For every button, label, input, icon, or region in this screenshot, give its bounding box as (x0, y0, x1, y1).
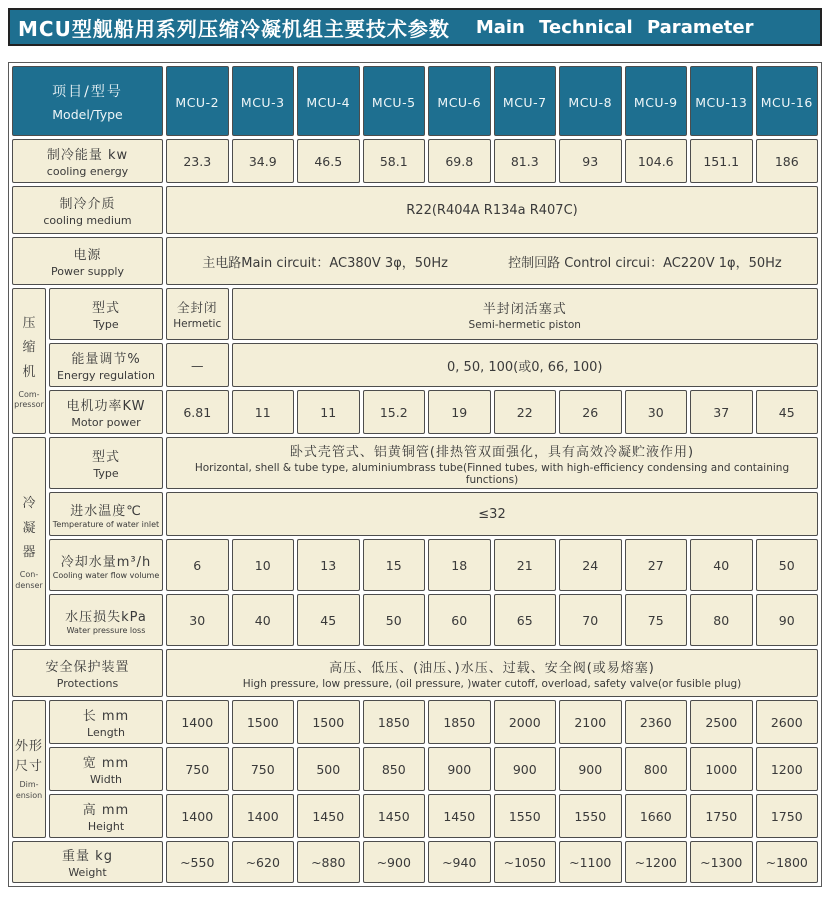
cell-condenser-type-value (166, 437, 818, 489)
cell-energy-regulation-rest: 0, 50, 100(或0, 66, 100) (232, 343, 819, 387)
cell-value: 11 (297, 390, 360, 434)
header-model (297, 66, 360, 136)
table-frame (8, 62, 822, 887)
row-label-zh: 宽 mm (82, 756, 130, 771)
row-label-en: Type (93, 467, 119, 480)
row-label-height (49, 794, 163, 838)
row-label-zh: 冷却水量m³/h (60, 554, 152, 570)
cell-value: 1500 (232, 700, 295, 744)
cell-value: ~1300 (690, 841, 753, 883)
row-label-zh: 水压损失kPa (65, 609, 147, 625)
cell-value: ~620 (232, 841, 295, 883)
model-name: MCU-16 (760, 94, 813, 110)
cell-value: 69.8 (428, 139, 491, 183)
cell-comp-type-hermetic (166, 288, 229, 340)
cell-value: 1450 (428, 794, 491, 838)
cell-value: 1850 (428, 700, 491, 744)
cell-value: 81.3 (494, 139, 557, 183)
row-label-water-pressure-loss (49, 594, 163, 646)
row-label-en: Energy regulation (57, 369, 155, 382)
group-en-bottom: denser (15, 580, 43, 590)
cell-value: 6.81 (166, 390, 229, 434)
cell-value: 24 (559, 539, 622, 591)
row-label-cooling-medium (12, 186, 163, 234)
cell-value: ~900 (363, 841, 426, 883)
row-label-zh: 型式 (91, 450, 120, 465)
group-en-bottom: ension (15, 790, 43, 800)
row-label-zh: 电源 (73, 248, 102, 263)
header-model (363, 66, 426, 136)
row-label-en: Cooling water flow volume (52, 570, 160, 580)
model-name: MCU-8 (568, 94, 613, 110)
cell-value: 104.6 (625, 139, 688, 183)
cell-value: 1200 (756, 747, 819, 791)
cell-value: 1750 (756, 794, 819, 838)
cell-value: 70 (559, 594, 622, 646)
row-water-pressure-loss (12, 594, 818, 646)
cell-value: 1400 (166, 794, 229, 838)
row-label-zh: 能量调节% (71, 352, 141, 367)
row-label-width (49, 747, 163, 791)
cell-value: 10 (232, 539, 295, 591)
cell-value: 15.2 (363, 390, 426, 434)
row-cooling-medium (12, 186, 818, 234)
cell-value: 34.9 (232, 139, 295, 183)
cell-value: ~1050 (494, 841, 557, 883)
row-label-en: Protections (56, 677, 119, 690)
cell-value: 1750 (690, 794, 753, 838)
cell-value: 75 (625, 594, 688, 646)
cell-value: 2100 (559, 700, 622, 744)
row-cooling-energy (12, 139, 818, 183)
row-label-en: Temperature of water inlet (52, 519, 160, 529)
row-label-compressor-type (49, 288, 163, 340)
row-label-weight (12, 841, 163, 883)
cell-value: 1550 (559, 794, 622, 838)
header-model (232, 66, 295, 136)
header-model (756, 66, 819, 136)
header-model (166, 66, 229, 136)
model-name: MCU-5 (371, 94, 416, 110)
model-name: MCU-7 (502, 94, 547, 110)
group-label-condenser (12, 437, 46, 646)
model-name: MCU-9 (633, 94, 678, 110)
cell-value: 750 (232, 747, 295, 791)
group-label-zh: 压缩机 (22, 315, 36, 380)
cell-value: 26 (559, 390, 622, 434)
cell-value: 900 (494, 747, 557, 791)
cell-value: 11 (232, 390, 295, 434)
row-label-motor-power (49, 390, 163, 434)
group-label-compressor (12, 288, 46, 434)
cell-value: 27 (625, 539, 688, 591)
group-label-en (13, 780, 45, 801)
row-label-zh: 长 mm (82, 709, 130, 724)
cell-energy-regulation-first: — (166, 343, 229, 387)
cell-power-supply-value (166, 237, 818, 285)
row-label-zh: 安全保护装置 (45, 660, 130, 675)
row-compressor-type (12, 288, 818, 340)
header-label-zh: 项目/型号 (52, 83, 123, 100)
row-label-cooling-energy (12, 139, 163, 183)
header-model (690, 66, 753, 136)
row-condenser-type (12, 437, 818, 489)
row-protections (12, 649, 818, 697)
group-label-dimension (12, 700, 46, 838)
title-bar (8, 8, 822, 46)
group-label-en (13, 570, 45, 591)
group-en-top: Con- (19, 570, 39, 580)
row-label-zh: 型式 (91, 301, 120, 316)
row-label-en: Height (87, 820, 125, 833)
cell-value: ~880 (297, 841, 360, 883)
row-label-en: Width (90, 773, 122, 786)
cell-value: 40 (232, 594, 295, 646)
model-name: MCU-4 (306, 94, 351, 110)
cell-value: 1550 (494, 794, 557, 838)
cell-value: 1450 (363, 794, 426, 838)
cell-value: 500 (297, 747, 360, 791)
cell-value: 30 (166, 594, 229, 646)
cell-value: 1000 (690, 747, 753, 791)
group-en-top: Com- (18, 389, 40, 399)
main-circuit-spec: 主电路Main circuit：AC380V 3φ，50Hz (202, 255, 448, 271)
row-width (12, 747, 818, 791)
row-power-supply (12, 237, 818, 285)
row-label-condenser-type (49, 437, 163, 489)
row-label-zh: 重量 kg (62, 849, 113, 864)
cell-value: 65 (494, 594, 557, 646)
cell-value: 1660 (625, 794, 688, 838)
cell-value: 2500 (690, 700, 753, 744)
row-height (12, 794, 818, 838)
model-name: MCU-3 (240, 94, 285, 110)
row-cooling-water-flow (12, 539, 818, 591)
cell-value: 46.5 (297, 139, 360, 183)
cell-value: 1450 (297, 794, 360, 838)
row-label-cooling-water-flow (49, 539, 163, 591)
condenser-type-zh: 卧式壳管式、铝黄铜管(排热管双面强化，具有高效冷凝贮液作用) (289, 444, 695, 460)
table-header-row (12, 66, 818, 136)
cell-value: 13 (297, 539, 360, 591)
row-label-en: Power supply (51, 265, 124, 278)
cell-value: 50 (756, 539, 819, 591)
row-label-water-inlet-temp (49, 492, 163, 536)
cell-value: 15 (363, 539, 426, 591)
cell-value: ~1800 (756, 841, 819, 883)
page-title-zh: MCU型舰船用系列压缩冷凝机组主要技术参数 (18, 16, 450, 41)
group-en-bottom: pressor (14, 400, 44, 410)
header-model (625, 66, 688, 136)
row-motor-power (12, 390, 818, 434)
cell-value: 1850 (363, 700, 426, 744)
cell-value: 22 (494, 390, 557, 434)
cell-water-inlet-temp-value: ≤32 (166, 492, 818, 536)
cell-value: 900 (559, 747, 622, 791)
cell-value: ~1200 (625, 841, 688, 883)
row-energy-regulation (12, 343, 818, 387)
row-label-power-supply (12, 237, 163, 285)
group-label-zh: 冷凝器 (22, 496, 36, 561)
protections-en: High pressure, low pressure, (oil pressure, )water cutoff, overload, safety valve(or fusible plug) (242, 677, 742, 690)
page-title-en: Main Technical Parameter (475, 16, 754, 38)
cell-value: 1500 (297, 700, 360, 744)
cell-value: 18 (428, 539, 491, 591)
cell-value: 23.3 (166, 139, 229, 183)
model-name: MCU-6 (437, 94, 482, 110)
cell-value: ~1100 (559, 841, 622, 883)
row-label-en: cooling energy (46, 165, 129, 178)
row-label-protections (12, 649, 163, 697)
cell-value: 90 (756, 594, 819, 646)
cell-value: 19 (428, 390, 491, 434)
cell-value: 1400 (232, 794, 295, 838)
cell-value: 800 (625, 747, 688, 791)
row-label-zh: 制冷介质 (59, 197, 116, 212)
group-label-en (13, 390, 45, 411)
group-label-zh: 外形尺寸 (14, 739, 43, 774)
cell-value: 40 (690, 539, 753, 591)
cell-value: 37 (690, 390, 753, 434)
cell-value: 80 (690, 594, 753, 646)
cell-cooling-medium-value: R22(R404A R134a R407C) (166, 186, 818, 234)
cell-value: 186 (756, 139, 819, 183)
cell-value: ~550 (166, 841, 229, 883)
row-label-en: Water pressure loss (66, 625, 146, 635)
row-label-length (49, 700, 163, 744)
hermetic-zh: 全封闭 (176, 300, 218, 315)
cell-value: 58.1 (363, 139, 426, 183)
cell-value: 850 (363, 747, 426, 791)
cell-value: 2000 (494, 700, 557, 744)
cell-value: 50 (363, 594, 426, 646)
row-length (12, 700, 818, 744)
header-label-en: Model/Type (52, 106, 123, 122)
cell-value: 900 (428, 747, 491, 791)
cell-protections-value (166, 649, 818, 697)
row-label-zh: 高 mm (82, 803, 130, 818)
model-name: MCU-2 (175, 94, 220, 110)
row-water-inlet-temp (12, 492, 818, 536)
cell-value: 2360 (625, 700, 688, 744)
cell-value: 60 (428, 594, 491, 646)
protections-zh: 高压、低压、(油压、)水压、过载、安全阀(或易熔塞) (329, 660, 655, 676)
group-en-top: Dim- (19, 780, 39, 790)
row-weight (12, 841, 818, 883)
row-label-en: Motor power (71, 416, 141, 429)
semi-hermetic-zh: 半封闭活塞式 (482, 301, 567, 317)
cell-value: 1400 (166, 700, 229, 744)
row-label-en: cooling medium (43, 214, 132, 227)
row-label-en: Type (93, 318, 119, 331)
spec-table (9, 63, 821, 886)
model-name: MCU-13 (695, 94, 748, 110)
cell-value: 45 (756, 390, 819, 434)
cell-value: ~940 (428, 841, 491, 883)
cell-value: 93 (559, 139, 622, 183)
semi-hermetic-en: Semi-hermetic piston (468, 318, 581, 331)
header-model (494, 66, 557, 136)
header-model (559, 66, 622, 136)
cell-value: 21 (494, 539, 557, 591)
row-label-en: Weight (68, 866, 107, 879)
header-label-cell (12, 66, 163, 136)
cell-value: 750 (166, 747, 229, 791)
row-label-zh: 电机功率KW (66, 399, 146, 414)
cell-value: 30 (625, 390, 688, 434)
cell-value: 45 (297, 594, 360, 646)
row-label-energy-regulation (49, 343, 163, 387)
condenser-type-en: Horizontal, shell & tube type, aluminiumbrass tube(Finned tubes, with high-efficiency condensing and containing functions) (194, 461, 790, 486)
control-circuit-spec: 控制回路 Control circui：AC220V 1φ，50Hz (508, 255, 782, 271)
cell-value: 151.1 (690, 139, 753, 183)
hermetic-en: Hermetic (173, 318, 222, 330)
row-label-zh: 进水温度℃ (70, 503, 142, 519)
cell-value: 6 (166, 539, 229, 591)
cell-value: 2600 (756, 700, 819, 744)
header-model (428, 66, 491, 136)
cell-comp-type-semi-hermetic (232, 288, 819, 340)
row-label-zh: 制冷能量 kw (46, 148, 129, 163)
row-label-en: Length (87, 726, 125, 739)
